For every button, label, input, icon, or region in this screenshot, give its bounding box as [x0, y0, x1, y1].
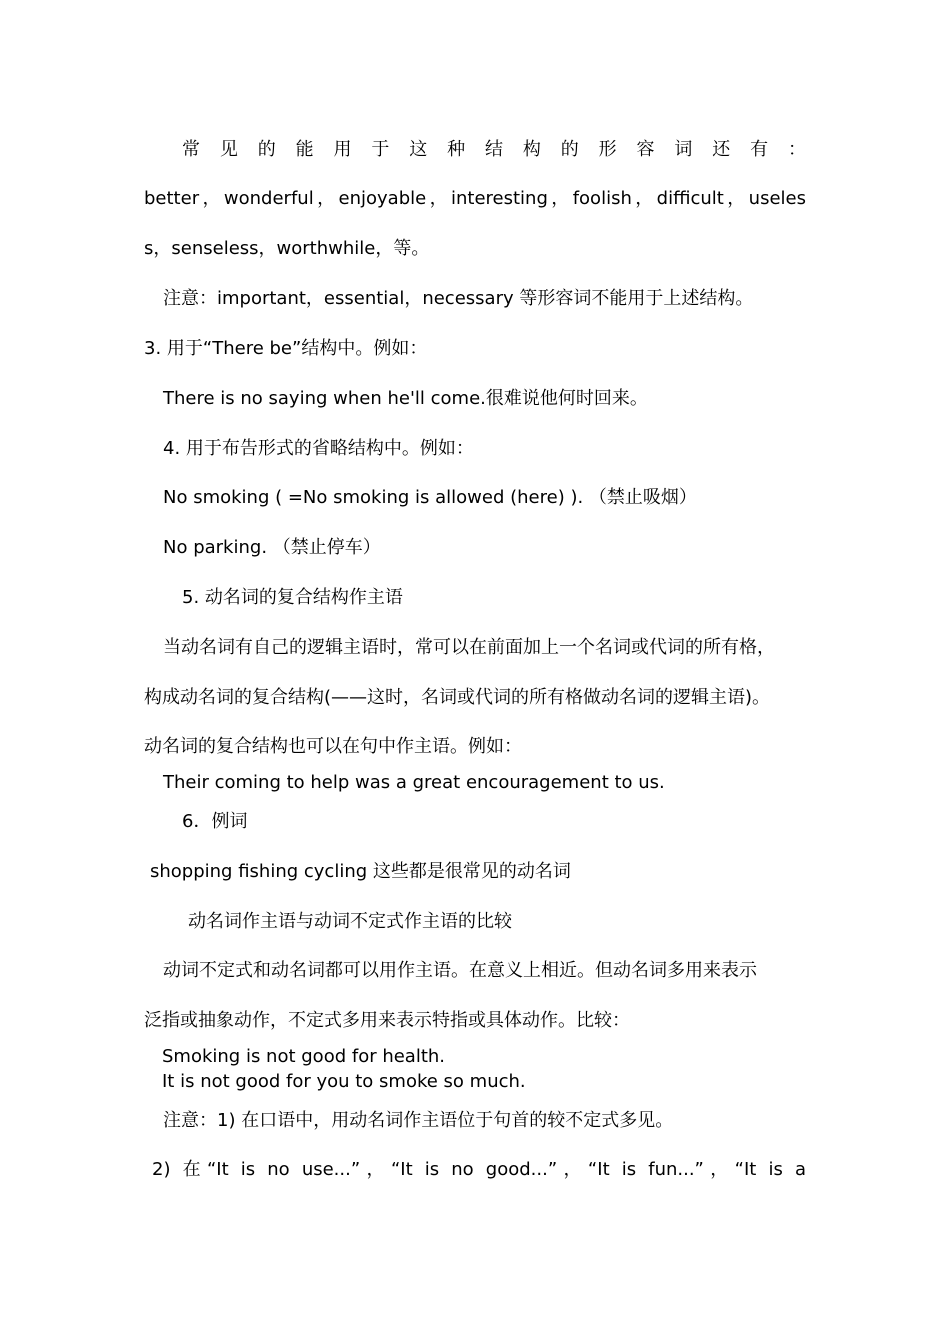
- paragraph-line: 动名词的复合结构也可以在句中作主语。例如：: [144, 736, 522, 757]
- section-heading: 5. 动名词的复合结构作主语: [182, 587, 403, 608]
- paragraph-line: 常见的能用于这种结构的形容词还有：: [182, 139, 806, 160]
- note-line: 注意：1) 在口语中，用动名词作主语位于句首的较不定式多见。: [163, 1110, 674, 1131]
- example-sentence: It is not good for you to smoke so much.: [162, 1071, 526, 1092]
- paragraph-line: 当动名词有自己的逻辑主语时，常可以在前面加上一个名词或代词的所有格，: [163, 637, 775, 658]
- example-sentence: Their coming to help was a great encouragement to us.: [163, 772, 665, 793]
- section-heading: 动名词作主语与动词不定式作主语的比较: [188, 911, 512, 932]
- section-heading: 4. 用于布告形式的省略结构中。例如：: [163, 438, 474, 459]
- section-heading: 3. 用于“There be”结构中。例如：: [144, 338, 428, 359]
- paragraph-line: better，wonderful，enjoyable，interesting，foolish，difficult，useles: [144, 188, 806, 209]
- section-heading: 6．例词: [182, 811, 248, 832]
- example-sentence: No smoking ( =No smoking is allowed (here) ). （禁止吸烟）: [163, 487, 697, 508]
- example-sentence: No parking. （禁止停车）: [163, 537, 381, 558]
- example-sentence: Smoking is not good for health.: [162, 1046, 446, 1067]
- paragraph-line: 泛指或抽象动作，不定式多用来表示特指或具体动作。比较：: [144, 1010, 630, 1031]
- paragraph-line: 动词不定式和动名词都可以用作主语。在意义上相近。但动名词多用来表示: [163, 960, 757, 981]
- paragraph-line: s，senseless，worthwhile，等。: [144, 238, 430, 259]
- note-line: 注意：important，essential，necessary 等形容词不能用于上述结构。: [163, 288, 754, 309]
- note-line: 2) 在“It is no use...”，“It is no good...”，“It is fun...”，“It is a: [152, 1159, 806, 1180]
- example-sentence: There is no saying when he'll come.很难说他何时回来。: [163, 388, 648, 409]
- paragraph-line: 构成动名词的复合结构(——这时，名词或代词的所有格做动名词的逻辑主语)。: [144, 687, 771, 708]
- paragraph-line: shopping fishing cycling 这些都是很常见的动名词: [150, 861, 571, 882]
